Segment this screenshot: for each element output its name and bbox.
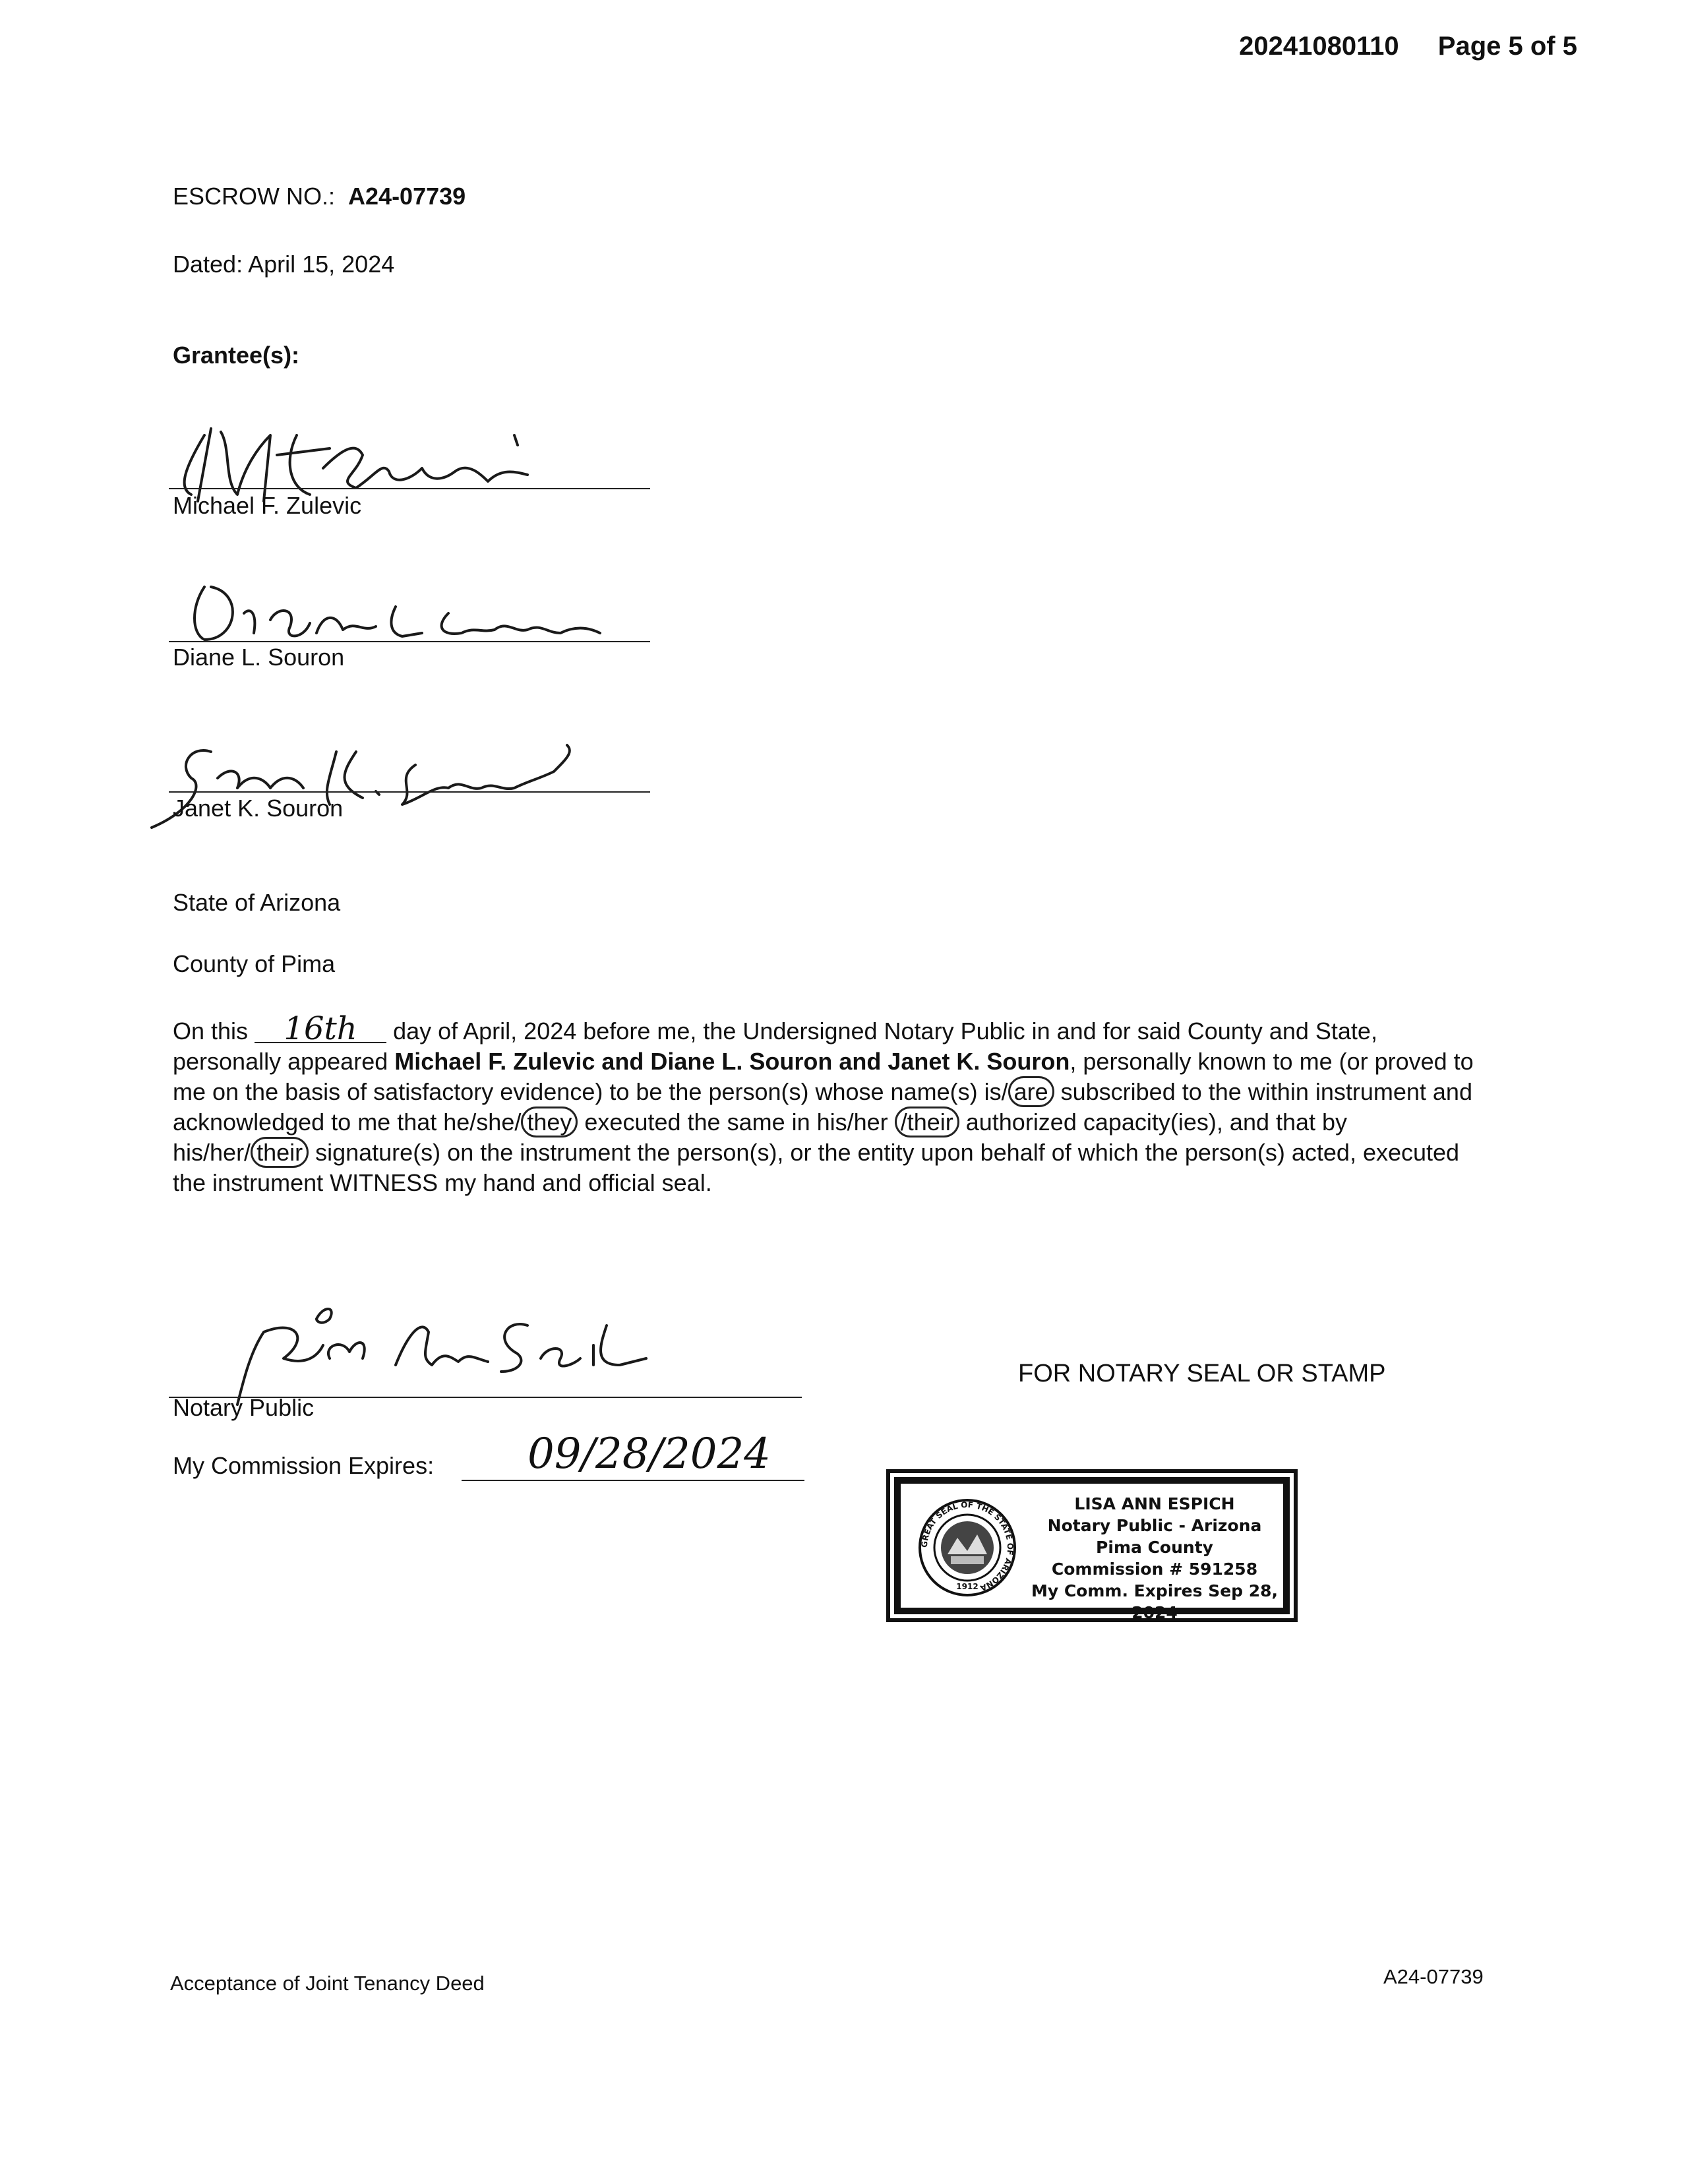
escrow-number: A24-07739: [348, 183, 466, 210]
ack-text-subscribed: subscribed to the within instrument and acknowledged to me that he/she/: [173, 1078, 1472, 1136]
notary-stamp: [894, 1477, 1290, 1622]
document-header: [1239, 32, 1577, 61]
stamp-line-commission: Commission # 591258: [1051, 1560, 1258, 1579]
escrow-line: [173, 181, 466, 212]
ack-circled-they: they: [521, 1107, 578, 1138]
document-number: 20241080110: [1239, 32, 1399, 61]
signer-name-3: Janet K. Souron: [173, 795, 344, 822]
stamp-text: [1026, 1493, 1283, 1623]
seal-caption: FOR NOTARY SEAL OR STAMP: [1018, 1360, 1386, 1387]
commission-label: My Commission Expires:: [173, 1452, 435, 1479]
dated-line: Dated: April 15, 2024: [173, 251, 395, 278]
ack-names: Michael F. Zulevic and Diane L. Souron and Janet K. Souron: [394, 1048, 1070, 1075]
ack-circled-their-1: /their: [895, 1107, 959, 1138]
signer-name-2: Diane L. Souron: [173, 644, 345, 671]
venue-state: State of Arizona: [173, 889, 341, 916]
notary-label: Notary Public: [173, 1394, 315, 1421]
seal-ring-text: GREAT SEAL OF THE STATE OF ARIZONA: [919, 1500, 1015, 1593]
stamp-line-county: Pima County: [1096, 1538, 1213, 1557]
stamp-line-name: LISA ANN ESPICH: [1074, 1494, 1235, 1513]
ack-day-handwritten: 16th: [255, 1016, 386, 1043]
page-indicator: Page 5 of 5: [1437, 32, 1577, 61]
acknowledgment-paragraph: [173, 1010, 1485, 1198]
ack-text-after-day: day of April, 2024 before me, the Undersigned Notary Public in and for said County and State, personally appeared: [173, 1017, 1377, 1075]
ack-circled-their-2: their: [251, 1137, 309, 1168]
ack-text-after-names: , personally known to me (or proved to me on the basis of satisfactory evidence) to be the person(s) whose name(s) is/: [173, 1048, 1474, 1105]
ack-text-end: signature(s) on the instrument the person(s), or the entity upon behalf of which the person(s) acted, executed the instrument WITNESS my hand and official seal.: [173, 1139, 1460, 1196]
footer-escrow-number: A24-07739: [1383, 1965, 1484, 1988]
signature-line-3: [169, 791, 650, 793]
signature-diane-souron: [165, 567, 626, 653]
seal-year: 1912: [956, 1582, 979, 1591]
signer-name-1: Michael F. Zulevic: [173, 492, 362, 519]
ack-circled-are: are: [1008, 1076, 1054, 1107]
stamp-line-title: Notary Public - Arizona: [1047, 1516, 1262, 1535]
commission-line: [462, 1480, 804, 1481]
venue-county: County of Pima: [173, 950, 336, 977]
footer-document-title: Acceptance of Joint Tenancy Deed: [170, 1972, 485, 1995]
stamp-line-expires: My Comm. Expires Sep 28, 2024: [1031, 1581, 1279, 1622]
escrow-label: ESCROW NO.:: [173, 183, 336, 210]
ack-text-executed: executed the same in his/her: [578, 1108, 895, 1136]
ack-text-on-this: On this: [173, 1017, 255, 1045]
commission-date-handwritten: 09/28/2024: [528, 1430, 771, 1478]
grantees-label: Grantee(s):: [173, 342, 300, 369]
ack-text-capacity: authorized capacity(ies), and that by his/her/: [173, 1108, 1348, 1166]
arizona-seal-icon: [918, 1498, 1017, 1597]
signature-line-1: [169, 488, 650, 489]
